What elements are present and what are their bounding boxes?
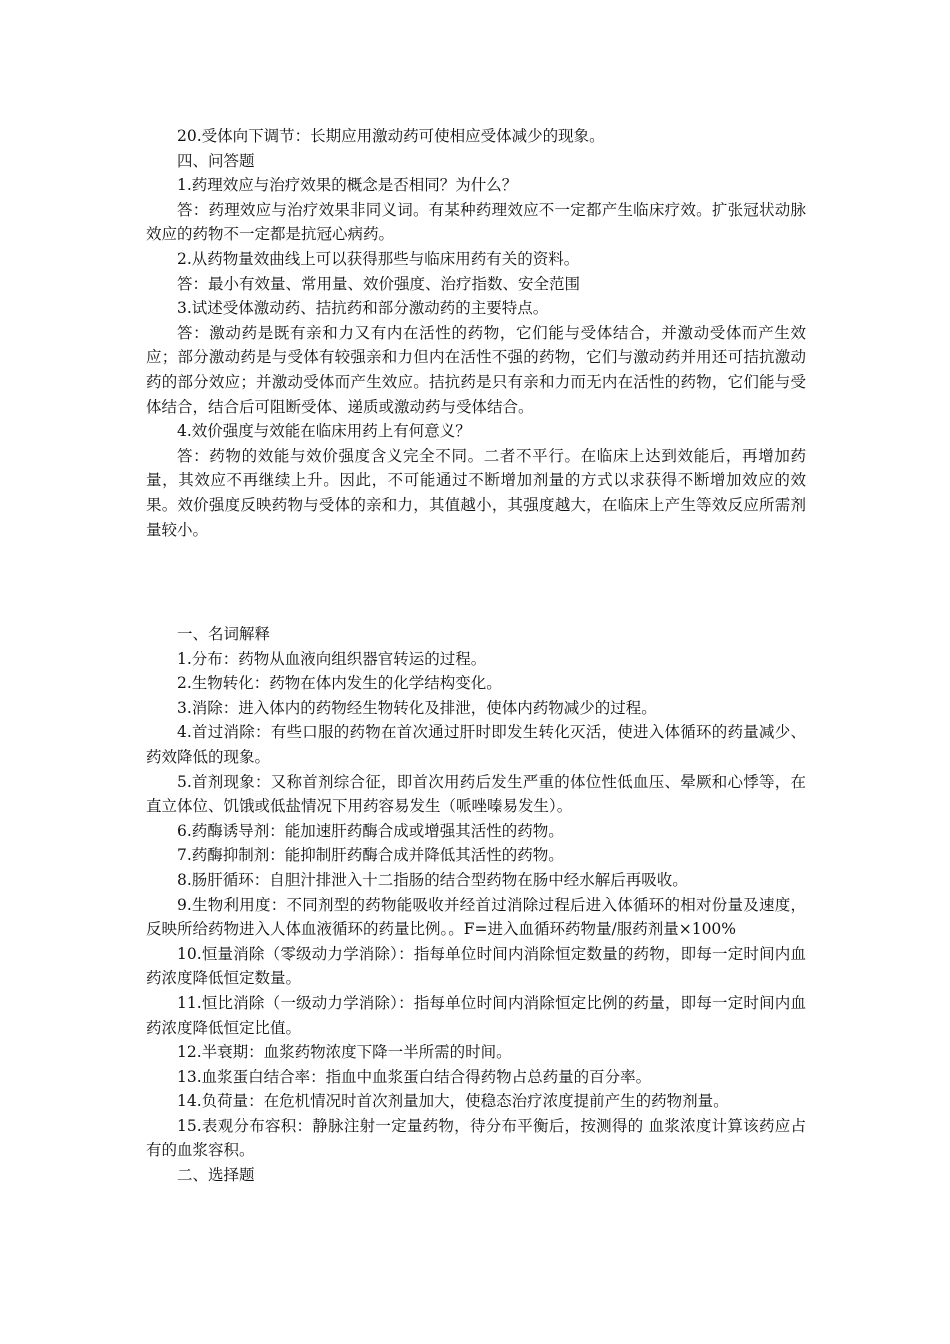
definition-item: 11.恒比消除（一级动力学消除）：指每单位时间内消除恒定比例的药量，即每一定时间内血药浓度降低恒定比值。: [146, 993, 806, 1037]
definition-item: 9.生物利用度：不同剂型的药物能吸收并经首过消除过程后进入体循环的相对份量及速度，反映所给药物进入人体血液循环的药量比例。。F=进入血循环药物量/服药剂量×100%: [146, 895, 806, 939]
section-heading: 一、名词解释: [177, 625, 271, 643]
answer-item: 答：药理效应与治疗效果非同义词。有某种药理效应不一定都产生临床疗效。扩张冠状动脉效应的药物不一定都是抗冠心病药。: [146, 200, 806, 244]
question-item: 3.试述受体激动药、拮抗药和部分激动药的主要特点。: [177, 299, 549, 318]
question-item: 2.从药物量效曲线上可以获得那些与临床用药有关的资料。: [177, 249, 580, 268]
answer-item: 答：药物的效能与效价强度含义完全不同。二者不平行。在临床上达到效能后，再增加药量，其效应不再继续上升。因此，不可能通过不断增加剂量的方式以求获得不断增加效应的效果。效价强度反映药物与受体的亲和力，其值越小，其强度越大，在临床上产生等效反应所需剂量较小。: [146, 446, 806, 539]
answer-item: 答：激动药是既有亲和力又有内在活性的药物，它们能与受体结合，并激动受体而产生效应；部分激动药是与受体有较强亲和力但内在活性不强的药物，它们与激动药并用还可拮抗激动药的部分效应；并激动受体而产生效应。拮抗药是只有亲和力而无内在活性的药物，它们能与受体结合，结合后可阻断受体、递质或激动药与受体结合。: [146, 323, 806, 416]
definition-item: 3.消除：进入体内的药物经生物转化及排泄，使体内药物减少的过程。: [177, 698, 657, 717]
question-item: 1.药理效应与治疗效果的概念是否相同？为什么？: [177, 176, 518, 195]
definition-item: 4.首过消除：有些口服的药物在首次通过肝时即发生转化灭活，使进入体循环的药量减少、药效降低的现象。: [146, 723, 806, 766]
definition-item: 10.恒量消除（零级动力学消除）：指每单位时间内消除恒定数量的药物，即每一定时间内血药浓度降低恒定数量。: [146, 944, 806, 988]
definition-item: 13.血浆蛋白结合率：指血中血浆蛋白结合得药物占总药量的百分率。: [177, 1067, 652, 1086]
answer-item: 答：最小有效量、常用量、效价强度、治疗指数、安全范围: [177, 274, 581, 293]
definition-item: 15.表观分布容积：静脉注射一定量药物，待分布平衡后，按测得的 血浆浓度计算该药应占有的血浆容积。: [146, 1116, 806, 1160]
section-heading: 四、问答题: [177, 151, 255, 170]
definition-item: 8.肠肝循环：自胆汁排泄入十二指肠的结合型药物在肠中经水解后再吸收。: [177, 870, 688, 889]
section-heading: 二、选择题: [177, 1166, 255, 1185]
glossary-section: [146, 622, 806, 1188]
qa-section: [146, 124, 806, 542]
definition-item: 5.首剂现象：又称首剂综合征，即首次用药后发生严重的体位性低血压、晕厥和心悸等，在直立体位、饥饿或低盐情况下用药容易发生（哌唑嗪易发生）。: [146, 772, 806, 816]
definition-item: 20.受体向下调节：长期应用激动药可使相应受体减少的现象。: [177, 127, 605, 145]
definition-item: 14.负荷量：在危机情况时首次剂量加大，使稳态治疗浓度提前产生的药物剂量。: [177, 1092, 729, 1111]
definition-item: 7.药酶抑制剂：能抑制肝药酶合成并降低其活性的药物。: [177, 846, 564, 865]
definition-item: 2.生物转化：药物在体内发生的化学结构变化。: [177, 674, 502, 693]
definition-item: 6.药酶诱导剂：能加速肝药酶合成或增强其活性的药物。: [177, 821, 564, 840]
question-item: 4.效价强度与效能在临床用药上有何意义？: [177, 422, 471, 441]
definition-item: 1.分布：药物从血液向组织器官转运的过程。: [177, 649, 487, 668]
definition-item: 12.半衰期：血浆药物浓度下降一半所需的时间。: [177, 1043, 512, 1062]
